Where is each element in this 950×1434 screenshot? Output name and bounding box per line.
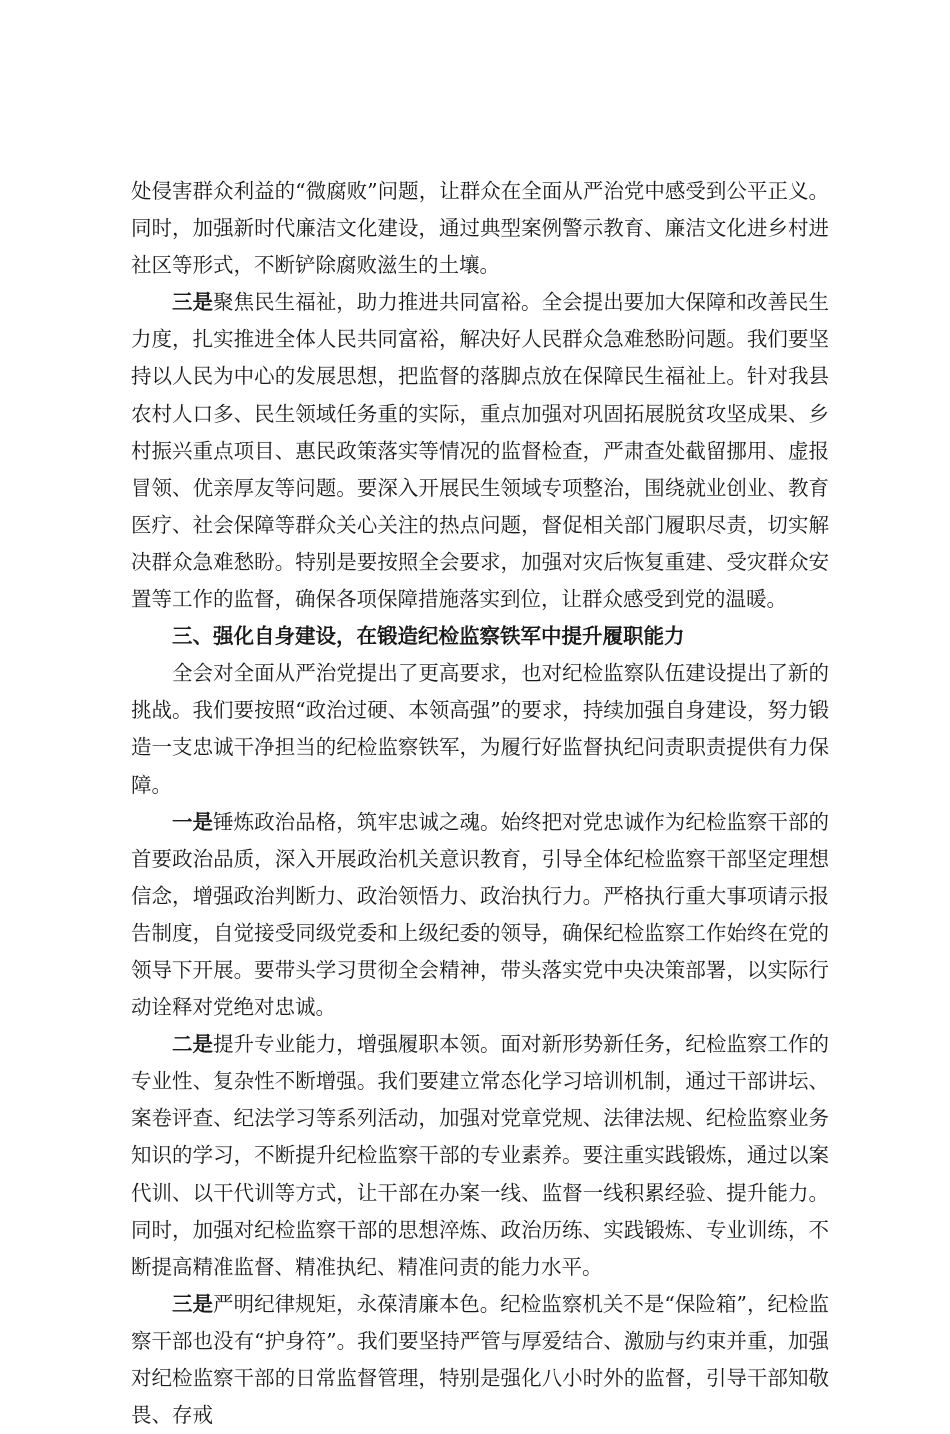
paragraph-text: 锤炼政治品格，筑牢忠诚之魂。始终把对党忠诚作为纪检监察干部的首要政治品质，深入开展政治机关意识教育，引导全体纪检监察干部坚定理想信念，增强政治判断力、政治领悟力、政治执行力。严格执行重大事项请示报告制度，自觉接受同级党委和上级纪委的领导，确保纪检监察工作始终在党的领导下开展。要带头学习贯彻全会精神，带头落实党中央决策部署，以实际行动诠释对党绝对忠诚。 <box>131 809 830 1020</box>
paragraph-lead: 一是 <box>172 809 214 834</box>
paragraph-lead: 三是 <box>172 1291 214 1316</box>
paragraph-point-two <box>131 1026 829 1286</box>
section-heading: 三、强化自身建设，在锻造纪检监察铁军中提升履职能力 <box>172 624 685 649</box>
paragraph-text: 聚焦民生福祉，助力推进共同富裕。全会提出要加大保障和改善民生力度，扎实推进全体人民共同富裕，解决好人民群众急难愁盼问题。我们要坚持以人民为中心的发展思想，把监督的落脚点放在保障民生福祉上。针对我县农村人口多、民生领域任务重的实际，重点加强对巩固拓展脱贫攻坚成果、乡村振兴重点项目、惠民政策落实等情况的监督检查，严肃查处截留挪用、虚报冒领、优亲厚友等问题。要深入开展民生领域专项整治，围绕就业创业、教育医疗、社会保障等群众关心关注的热点问题，督促相关部门履职尽责，切实解决群众急难愁盼。特别是要按照全会要求，加强对灾后恢复重建、受灾群众安置等工作的监督，确保各项保障措施落实到位，让群众感受到党的温暖。 <box>131 290 830 612</box>
paragraph-point-three-livelihood <box>131 284 829 618</box>
paragraph-point-three-discipline <box>131 1286 829 1434</box>
paragraph-point-one <box>131 804 829 1027</box>
continuation-paragraph: 处侵害群众利益的“微腐败”问题，让群众在全面从严治党中感受到公平正义。同时，加强新时代廉洁文化建设，通过典型案例警示教育、廉洁文化进乡村进社区等形式，不断铲除腐败滋生的土壤。 <box>131 179 829 278</box>
document-body <box>131 173 829 1434</box>
paragraph-text: 提升专业能力，增强履职本领。面对新形势新任务，纪检监察工作的专业性、复杂性不断增强。我们要建立常态化学习培训机制，通过干部讲坛、案卷评查、纪法学习等系列活动，加强对党章党规、法律法规、纪检监察业务知识的学习，不断提升纪检监察干部的专业素养。要注重实践锻炼，通过以案代训、以干代训等方式，让干部在办案一线、监督一线积累经验、提升能力。同时，加强对纪检监察干部的思想淬炼、政治历练、实践锻炼、专业训练，不断提高精准监督、精准执纪、精准问责的能力水平。 <box>131 1032 830 1279</box>
paragraph-lead: 二是 <box>172 1032 214 1057</box>
paragraph-lead: 三是 <box>172 290 214 315</box>
paragraph-text: 严明纪律规矩，永葆清廉本色。纪检监察机关不是“保险箱”，纪检监察干部也没有“护身符”。我们要坚持严管与厚爱结合、激励与约束并重，加强对纪检监察干部的日常监督管理，特别是强化八小时外的监督，引导干部知敬畏、存戒 <box>131 1291 830 1428</box>
section-intro-paragraph: 全会对全面从严治党提出了更高要求，也对纪检监察队伍建设提出了新的挑战。我们要按照“政治过硬、本领高强”的要求，持续加强自身建设，努力锻造一支忠诚干净担当的纪检监察铁军，为履行好监督执纪问责职责提供有力保障。 <box>131 661 829 797</box>
